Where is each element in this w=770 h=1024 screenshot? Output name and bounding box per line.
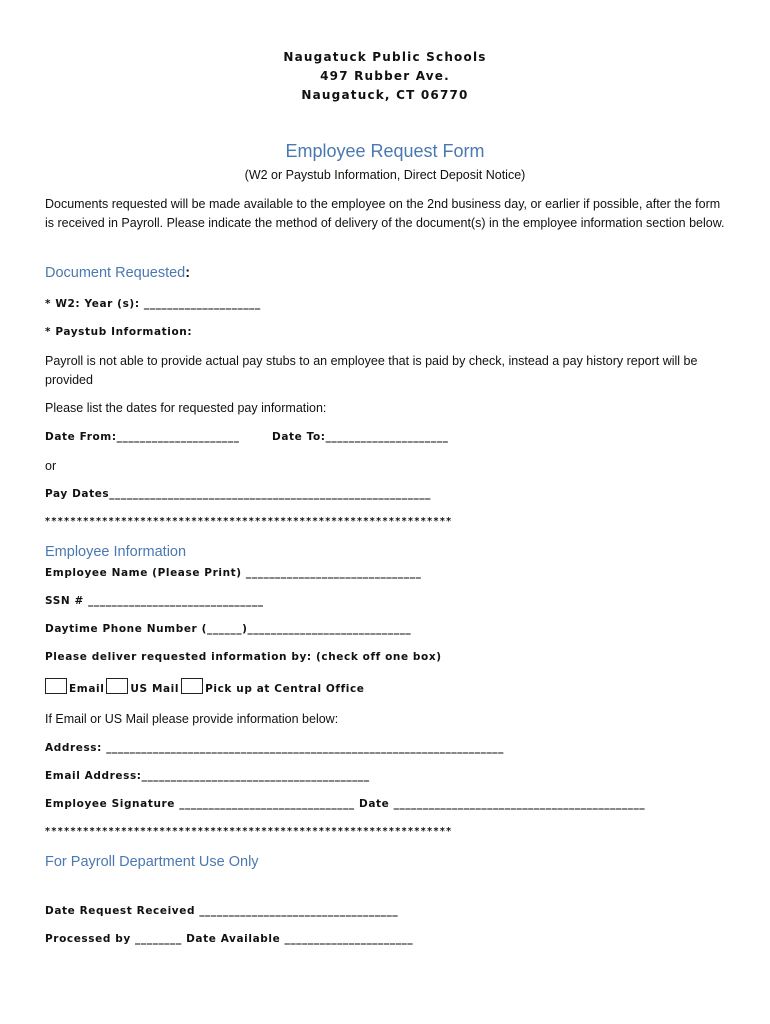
heading-colon: : (185, 265, 191, 281)
w2-year-field[interactable]: * W2: Year (s): ____________________ (45, 298, 261, 310)
if-mail-prompt: If Email or US Mail please provide information below: (45, 712, 339, 726)
form-title: Employee Request Form (285, 141, 485, 161)
list-dates-prompt: Please list the dates for requested pay information: (45, 401, 327, 415)
ssn-field[interactable]: SSN # ______________________________ (45, 595, 264, 607)
paystub-info-label: * Paystub Information: (45, 326, 193, 338)
email-address-field[interactable]: Email Address:_______________________________________ (45, 770, 370, 782)
email-checkbox[interactable] (45, 678, 67, 694)
pickup-option-label: Pick up at Central Office (205, 683, 365, 695)
date-to-field[interactable]: Date To:_____________________ (272, 431, 449, 443)
deliver-prompt: Please deliver requested information by: (check off one box) (45, 651, 442, 663)
document-requested-label: Document Requested (45, 265, 186, 281)
us-mail-option-label: US Mail (130, 683, 180, 695)
employee-name-field[interactable]: Employee Name (Please Print) ______________________________ (45, 567, 422, 579)
date-received-field[interactable]: Date Request Received __________________________________ (45, 905, 399, 917)
pay-dates-field[interactable]: Pay Dates_______________________________________________________ (45, 488, 432, 500)
school-city: Naugatuck, CT 06770 (301, 88, 469, 102)
phone-field[interactable]: Daytime Phone Number (______)____________________________ (45, 623, 412, 635)
address-field[interactable]: Address: ____________________________________________________________________ (45, 742, 505, 754)
processed-field[interactable]: Processed by ________ Date Available ______________________ (45, 933, 414, 945)
employee-info-heading: Employee Information (45, 544, 187, 560)
payroll-note: Payroll is not able to provide actual pay stubs to an employee that is paid by check, instead a pay history report will be provided (45, 354, 698, 387)
or-label: or (45, 459, 57, 473)
us-mail-checkbox[interactable] (106, 678, 128, 694)
payroll-use-heading: For Payroll Department Use Only (45, 854, 259, 870)
email-option-label: Email (69, 683, 105, 695)
separator-1: **************************************************************** (45, 516, 453, 527)
delivery-options (45, 678, 367, 697)
pickup-checkbox[interactable] (181, 678, 203, 694)
date-from-field[interactable]: Date From:_____________________ (45, 431, 240, 443)
school-name: Naugatuck Public Schools (283, 50, 487, 64)
intro-paragraph: Documents requested will be made available to the employee on the 2nd business day, or earlier if possible, after the form is received in Payroll. Please indicate the method of delivery of the document(s) in the employee information section below. (45, 197, 725, 230)
document-requested-heading (45, 265, 190, 281)
school-street: 497 Rubber Ave. (320, 69, 450, 83)
form-subtitle: (W2 or Paystub Information, Direct Deposit Notice) (244, 168, 526, 182)
signature-field[interactable]: Employee Signature ______________________________ Date ___________________________________________ (45, 798, 646, 810)
separator-2: **************************************************************** (45, 826, 453, 837)
